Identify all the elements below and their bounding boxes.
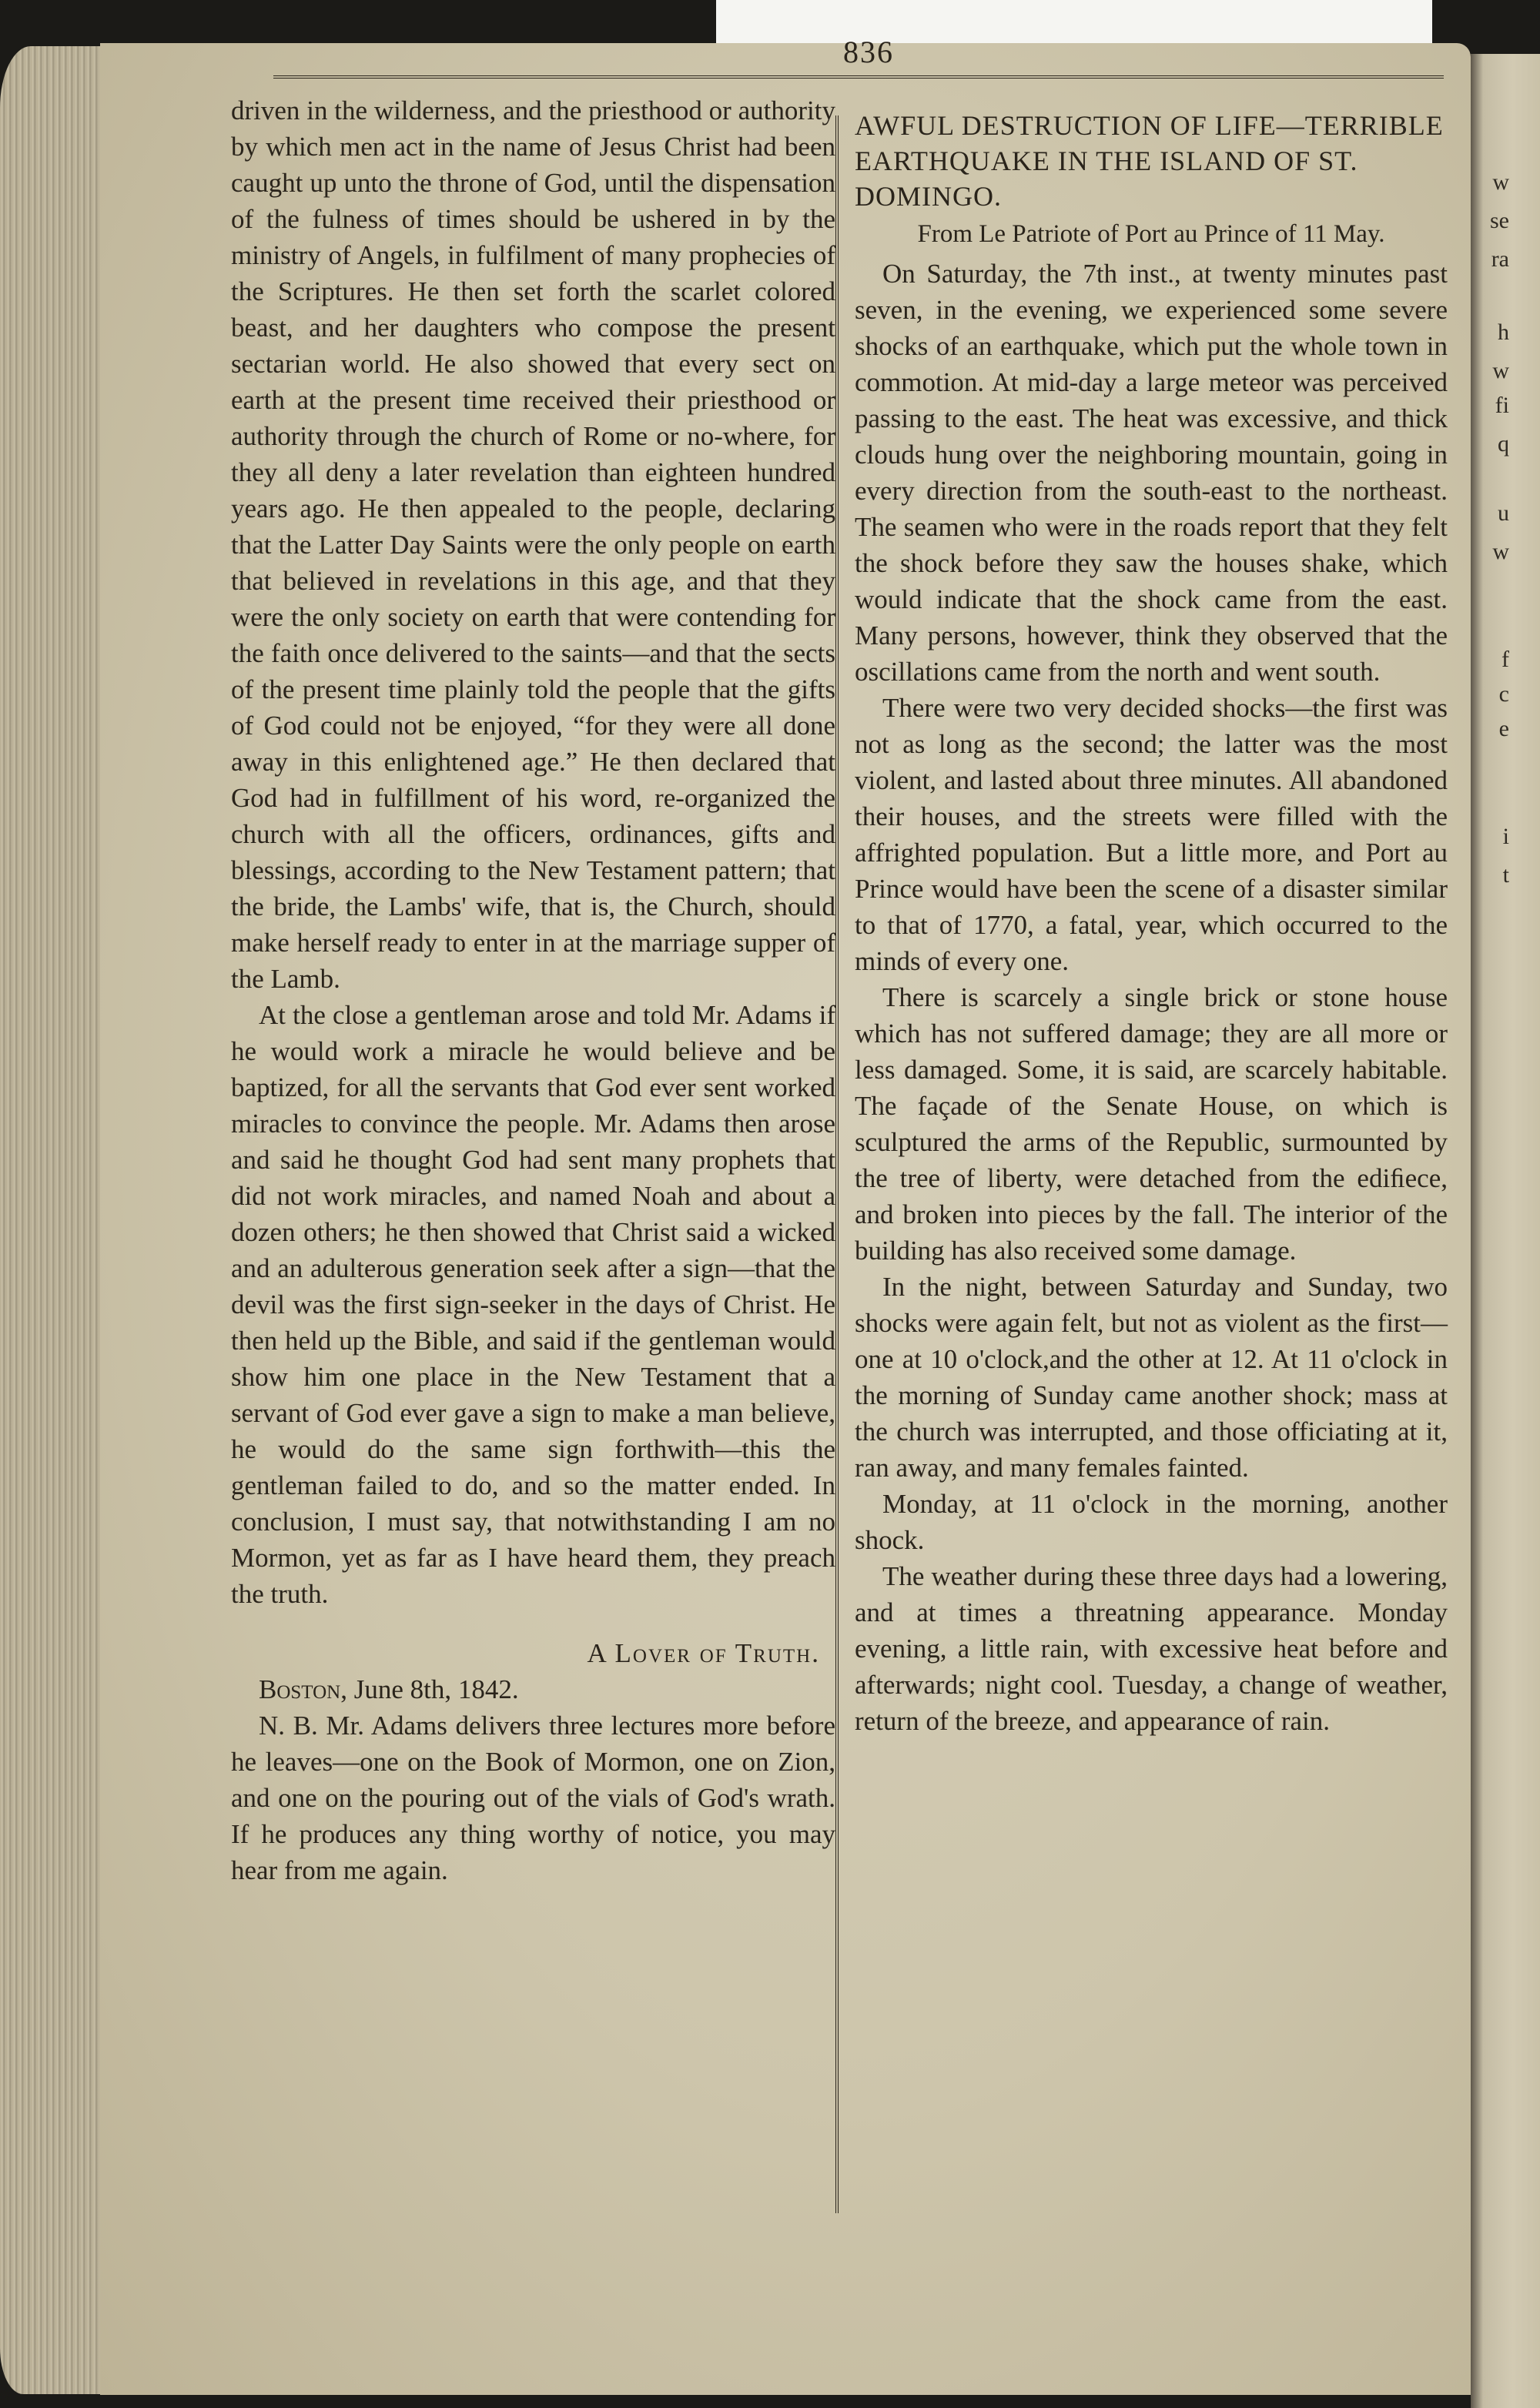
adjacent-page-fragment: f xyxy=(1502,647,1509,672)
right-column xyxy=(855,108,1448,1739)
body-paragraph: Monday, at 11 o'clock in the morning, another shock. xyxy=(855,1489,1448,1555)
adjacent-page-fragment: e xyxy=(1498,716,1509,741)
adjacent-page-fragment: se xyxy=(1490,208,1509,233)
dateline-date: June 8th, 1842. xyxy=(353,1674,519,1704)
body-paragraph: There were two very decided shocks—the first was not as long as the second; the latter was the most violent, and lasted about three minutes. All abandoned their houses, and the streets were filled with the affrighted population. But a little more, and Port au Prince would have been the scene of a disaster similar to that of 1770, a fatal, year, which occurred to the minds of every one. xyxy=(855,693,1448,976)
letter-signature: A Lover of Truth. xyxy=(587,1638,820,1668)
adjacent-page-fragment: w xyxy=(1492,169,1509,195)
article-source-line: From Le Patriote of Port au Prince of 11 May. xyxy=(917,220,1385,248)
dateline-place: Boston, xyxy=(259,1674,347,1704)
body-paragraph: On Saturday, the 7th inst., at twenty minutes past seven, in the evening, we experienced some severe shocks of an earthquake, which put the whole town in commotion. At mid-day a large meteor was perceived passing to the east. The heat was excessive, and thick clouds hung over the neighboring mountain, going in every direction from the south-east to the northeast. The seamen who were in the roads report that they felt the shock before they saw the houses shake, which would indicate that the shock came from the east. Many persons, however, think they observed that the oscillations came from the north and went south. xyxy=(855,259,1448,687)
page-number: 836 xyxy=(843,35,894,69)
scanner-background-strip xyxy=(716,0,1432,43)
adjacent-page-fragment: q xyxy=(1498,431,1509,457)
adjacent-page-fragment: fi xyxy=(1495,393,1509,418)
adjacent-page-fragment: c xyxy=(1498,681,1509,707)
body-paragraph: There is scarcely a single brick or stone house which has not suffered damage; they are all more or less damaged. Some, it is said, are scarcely habitable. The façade of the Senate House, on which is sculptured the arms of the Republic, surmounted by the tree of liberty, were detached from the ediﬁece, and broken into pieces by the fall. The interior of the building has also received some damage. xyxy=(855,982,1448,1266)
left-column xyxy=(231,92,835,1888)
letter-dateline xyxy=(231,1671,835,1707)
adjacent-page-fragment: w xyxy=(1492,358,1509,383)
column-divider xyxy=(835,115,839,2213)
body-paragraph: The weather during these three days had a lowering, and at times a threatning appearance. Monday evening, a little rain, with excessive heat before and afterwards; night cool. Tuesday, a change of weather, return of the breeze, and appearance of rain. xyxy=(855,1561,1448,1736)
adjacent-page xyxy=(1471,54,1540,2408)
article-headline: AWFUL DESTRUCTION OF LIFE—TERRIBLE EARTHQUAKE IN THE ISLAND OF ST. DOMINGO. xyxy=(855,110,1444,212)
adjacent-page-fragment: t xyxy=(1502,862,1509,888)
body-paragraph: At the close a gentleman arose and told Mr. Adams if he would work a miracle he would believe and be baptized, for all the servants that God ever sent worked miracles to convince the people. Mr. Adams then arose and said he thought God had sent many prophets that did not work miracles, and named Noah and about a dozen others; he then showed that Christ said a wicked and an adulterous generation seek after a sign—that the devil was the first sign-seeker in the days of Christ. He then held up the Bible, and said if the gentleman would show him one place in the New Testament that a servant of God ever gave a sign to make a man believe, he would do the same sign forthwith—this the gentleman failed to do, and so the matter ended. In conclusion, I must say, that notwithstanding I am no Mormon, yet as far as I have heard them, they preach the truth. xyxy=(231,1000,835,1609)
adjacent-page-fragment: w xyxy=(1492,539,1509,564)
body-paragraph: In the night, between Saturday and Sunday, two shocks were again felt, but not as violent as the first—one at 10 o'clock,and the other at 12. At 11 o'clock in the morning of Sunday came another shock; mass at the church was interrupted, and those officiating at it, ran away, and many females fainted. xyxy=(855,1272,1448,1483)
body-paragraph: driven in the wilderness, and the priesthood or authority by which men act in the name of Jesus Christ had been caught up unto the throne of God, until the dispensation of the fulness of times should be ushered in by the ministry of Angels, in fulfilment of many prophecies of the Scriptures. He then set forth the scarlet colored beast, and her daughters who compose the present sectarian world. He also showed that every sect on earth at the present time received their priesthood or authority through the church of Rome or no-where, for they all deny a later revelation than eighteen hundred years ago. He then appealed to the people, declaring that the Latter Day Saints were the only people on earth that believed in revelations in this age, and that they were the only society on earth that were contending for the faith once delivered to the saints—and that the sects of the present time plainly told the people that the gifts of God could not be enjoyed, “for they were all done away in this enlightened age.” He then declared that God had in fulfillment of his word, re-organized the church with all the officers, ordinances, gifts and blessings, according to the New Testament pattern; that the bride, the Lambs' wife, that is, the Church, should make herself ready to enter in at the marriage supper of the Lamb. xyxy=(231,95,835,994)
header-rule xyxy=(273,75,1444,79)
adjacent-page-fragment: i xyxy=(1502,824,1509,849)
adjacent-page-fragment: u xyxy=(1498,500,1509,526)
adjacent-page-fragment: h xyxy=(1498,319,1509,345)
nota-bene-paragraph: N. B. Mr. Adams delivers three lectures more before he leaves—one on the Book of Mormon, one on Zion, and one on the pouring out of the vials of God's wrath. If he produces any thing worthy of notice, you may hear from me again. xyxy=(231,1711,835,1885)
adjacent-page-fragment: ra xyxy=(1491,246,1509,272)
